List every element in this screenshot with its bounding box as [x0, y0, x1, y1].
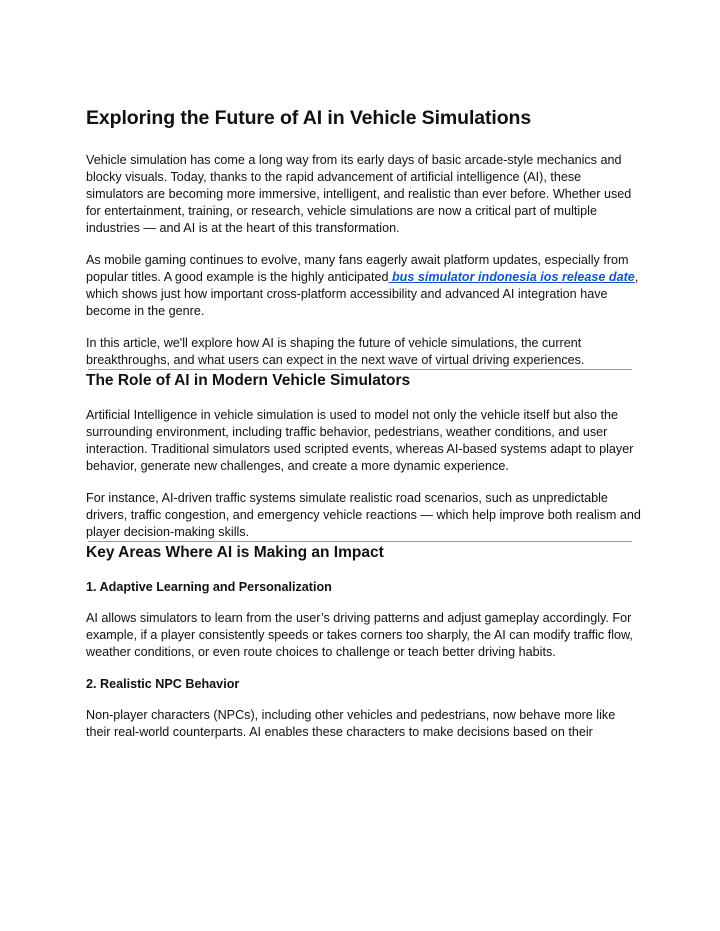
intro-paragraph-2: [86, 252, 642, 320]
subheading-adaptive-learning: 1. Adaptive Learning and Personalization: [86, 580, 332, 594]
intro-paragraph-1: Vehicle simulation has come a long way from its early days of basic arcade-style mechanics and blocky visuals. Today, thanks to the rapid advancement of artificial intelligence (AI), these simulators are becoming more immersive, intelligent, and realistic than ever before. Whether used for entertainment, training, or research, vehicle simulations are now a critical part of multiple industries — and AI is at the heart of this transformation.: [86, 153, 632, 235]
realistic-npc-paragraph: Non-player characters (NPCs), including other vehicles and pedestrians, now behave more like their real-world counterparts. AI enables these characters to make decisions based on their: [86, 708, 616, 739]
intro-paragraph-3: In this article, we'll explore how AI is shaping the future of vehicle simulations, the current breakthroughs, and what users can expect in the next wave of virtual driving experiences.: [86, 336, 585, 367]
section-heading-role-of-ai: The Role of AI in Modern Vehicle Simulators: [86, 372, 411, 389]
intro-paragraph-2-text-after: , which shows just how important cross-platform accessibility and advanced AI integration have become in the genre.: [86, 270, 639, 318]
article-body: [86, 104, 642, 756]
intro-paragraph-2-text-before: As mobile gaming continues to evolve, many fans eagerly await platform updates, especially from popular titles. A good example is the highly anticipated: [86, 253, 629, 284]
adaptive-learning-paragraph: AI allows simulators to learn from the user’s driving patterns and adjust gameplay accordingly. For example, if a player consistently speeds or takes corners too sharply, the AI can modify traffic flow, weather conditions, or even route choices to challenge or teach better driving habits.: [86, 611, 633, 659]
bus-simulator-ios-release-date-link[interactable]: bus simulator indonesia ios release date: [388, 270, 635, 284]
article-title: Exploring the Future of AI in Vehicle Simulations: [86, 107, 532, 129]
subheading-realistic-npc: 2. Realistic NPC Behavior: [86, 677, 240, 691]
role-of-ai-paragraph-1: Artificial Intelligence in vehicle simulation is used to model not only the vehicle itself but also the surrounding environment, including traffic behavior, pedestrians, weather conditions, and user interaction. Traditional simulators used scripted events, whereas AI-based systems adapt to player behavior, generate new challenges, and create a more dynamic experience.: [86, 408, 634, 473]
section-heading-key-areas: Key Areas Where AI is Making an Impact: [86, 544, 384, 561]
role-of-ai-paragraph-2: For instance, AI-driven traffic systems simulate realistic road scenarios, such as unpredictable drivers, traffic congestion, and emergency vehicle reactions — which help improve both realism and player decision-making skills.: [86, 491, 641, 539]
